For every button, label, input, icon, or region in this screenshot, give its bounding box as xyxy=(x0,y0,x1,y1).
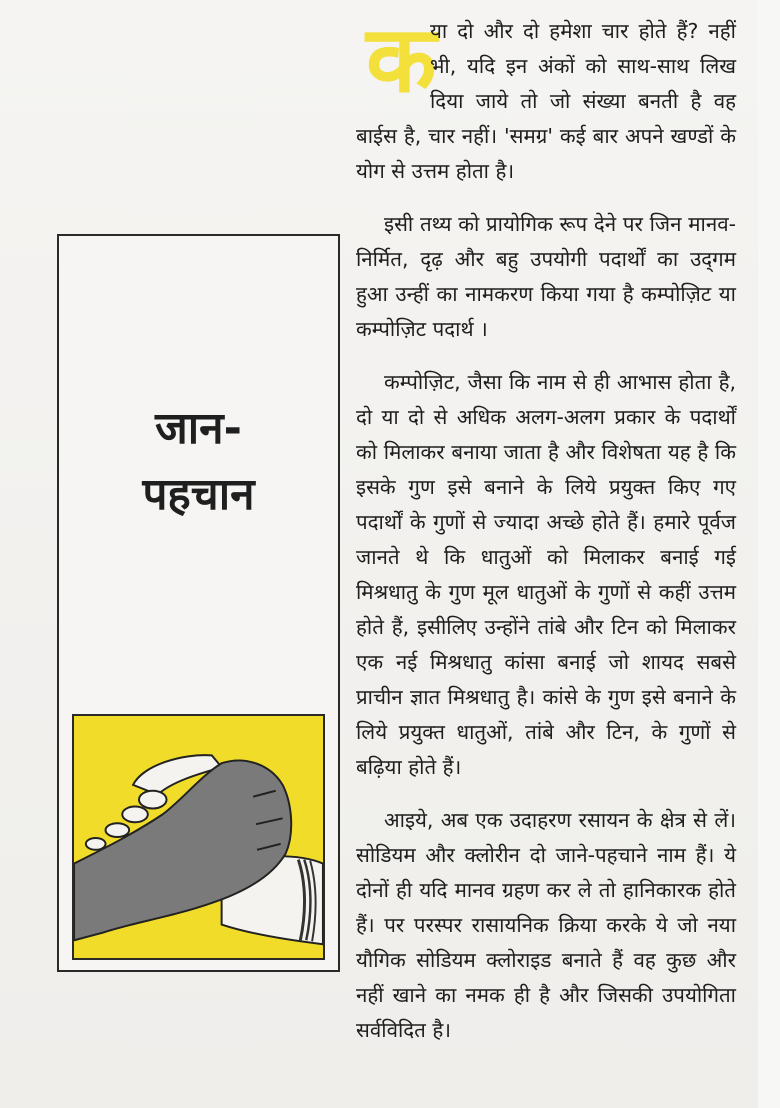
article-paragraph-2 xyxy=(356,207,736,347)
handshake-icon xyxy=(74,716,323,958)
page-margin xyxy=(758,0,780,1108)
handshake-illustration xyxy=(72,714,325,960)
article-paragraph-3 xyxy=(356,365,736,785)
article-paragraph-1 xyxy=(356,6,736,189)
paragraph-text: इसी तथ्य को प्रायोगिक रूप देने पर जिन मानव-निर्मित, दृढ़ और बहु उपयोगी पदार्थों का उद्‍गम हुआ उन्हीं का नामकरण किया गया है कम्पोज़िट या कम्पोज़िट पदार्थ । xyxy=(356,212,736,341)
drop-cap: क xyxy=(366,6,437,113)
article-paragraph-4 xyxy=(356,803,736,1048)
sidebar-box xyxy=(57,234,340,972)
section-title-line-2: पहचान xyxy=(142,469,255,520)
section-title xyxy=(59,396,338,528)
paragraph-text: कम्पोज़िट, जैसा कि नाम से ही आभास होता है, दो या दो से अधिक अलग-अलग प्रकार के पदार्थों को मिलाकर बनाया जाता है और विशेषता यह है कि इसके गुण इसे बनाने के लिये प्रयुक्त किए गए पदार्थों के गुणों से ज्यादा अच्छे होते हैं। हमारे पूर्वज जानते थे कि धातुओं को मिलाकर बनाई गई मिश्रधातु के गुण मूल धातुओं के गुणों से कहीं उत्तम होते हैं, इसीलिए उन्होंने तांबे और टिन को मिलाकर एक नई मिश्रधातु कांसा बनाई जो शायद सबसे प्राचीन ज्ञात मिश्रधातु है। कांसे के गुण इसे बनाने के लिये प्रयुक्त धातुओं, तांबे और टिन, के गुणों से बढ़िया होते हैं। xyxy=(356,370,736,779)
section-title-line-1: जान- xyxy=(155,403,242,454)
paragraph-text: या दो और दो हमेशा चार होते हैं? नहीं भी, यदि इन अंकों को साथ-साथ लिख दिया जाये तो जो संख्या बनती है वह बाईस है, चार नहीं। 'समग्र' कई बार अपने खण्डों के योग से उत्तम होता है। xyxy=(356,19,736,183)
article-body xyxy=(356,6,736,1066)
paragraph-text: आइये, अब एक उदाहरण रसायन के क्षेत्र से लें। सोडियम और क्लोरीन दो जाने-पहचाने नाम हैं। ये दोनों ही यदि मानव ग्रहण कर ले तो हानिकारक होते हैं। पर परस्पर रासायनिक क्रिया करके ये जो नया यौगिक सोडियम क्लोराइड बनाते हैं वह कुछ और नहीं खाने का नमक ही है और जिसकी उपयोगिता सर्वविदित है। xyxy=(356,808,736,1042)
